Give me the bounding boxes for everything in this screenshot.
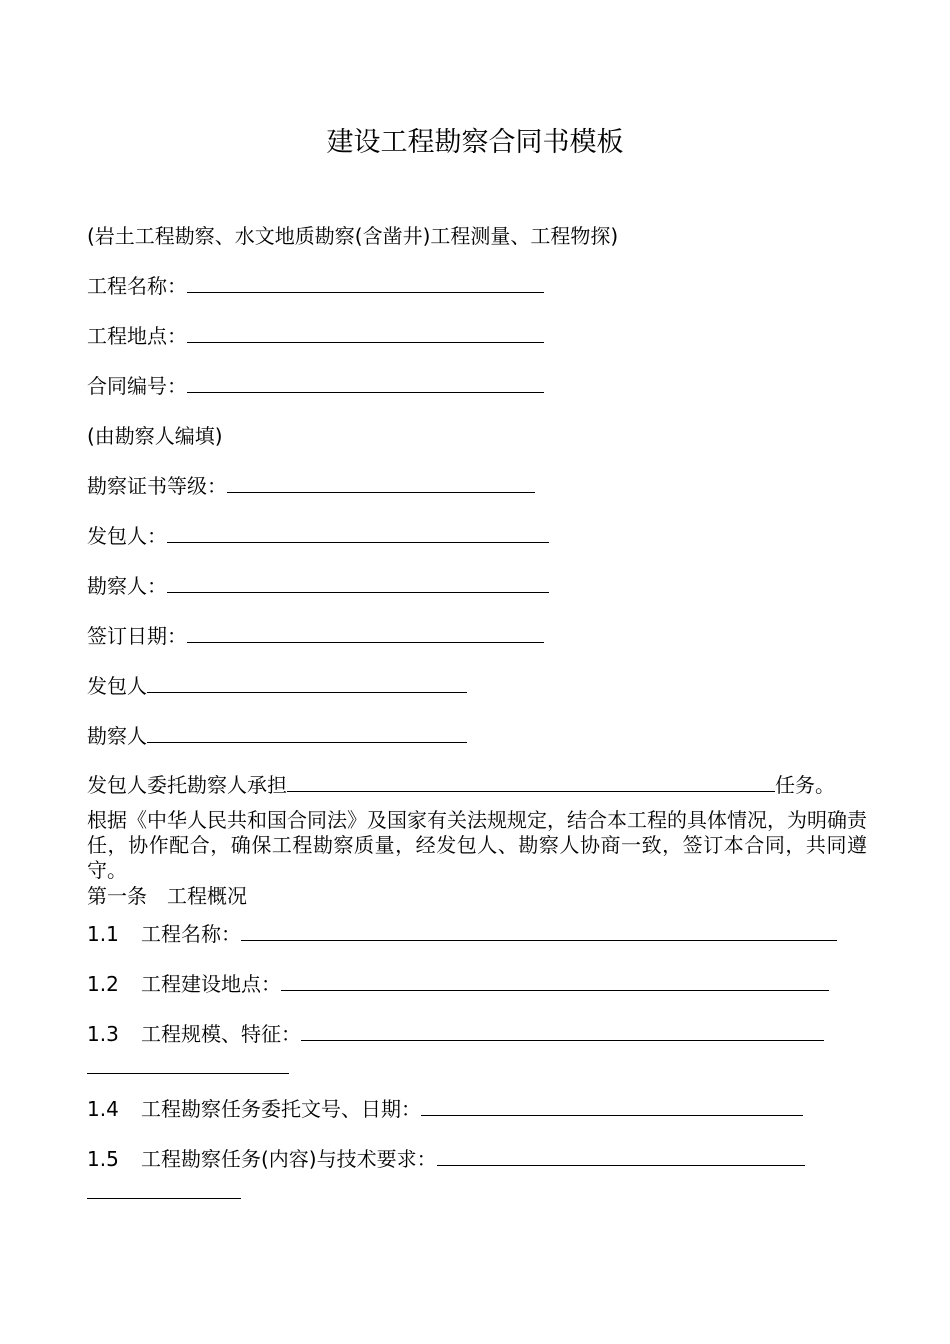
field-client xyxy=(87,524,549,548)
article-item-1-3 xyxy=(87,1022,824,1046)
fill-blank[interactable] xyxy=(227,474,535,493)
field-label: 勘察人 xyxy=(87,724,147,748)
article-item-1-5-continuation xyxy=(87,1180,241,1204)
field-label: 发包人： xyxy=(87,524,167,548)
signature-surveyor xyxy=(87,724,467,748)
commission-suffix: 任务。 xyxy=(775,773,835,797)
field-label: 工程地点： xyxy=(87,324,187,348)
fill-blank[interactable] xyxy=(241,922,837,941)
field-certificate-grade xyxy=(87,474,535,498)
item-label: 工程勘察任务委托文号、日期： xyxy=(141,1097,421,1121)
field-signing-date xyxy=(87,624,544,648)
field-surveyor xyxy=(87,574,549,598)
fill-blank[interactable] xyxy=(187,624,544,643)
item-number: 1.4 xyxy=(87,1097,119,1121)
fill-blank[interactable] xyxy=(421,1097,803,1116)
commission-line xyxy=(87,773,835,797)
item-number: 1.2 xyxy=(87,972,119,996)
fill-blank[interactable] xyxy=(87,1180,241,1199)
signature-client xyxy=(87,674,467,698)
fill-blank[interactable] xyxy=(187,324,544,343)
fill-blank[interactable] xyxy=(437,1147,805,1166)
fill-blank[interactable] xyxy=(167,574,549,593)
field-label: 签订日期： xyxy=(87,624,187,648)
field-contract-number xyxy=(87,374,544,398)
field-project-location xyxy=(87,324,544,348)
article-item-1-3-continuation xyxy=(87,1055,289,1079)
article-item-1-5 xyxy=(87,1147,805,1171)
field-label: 勘察人： xyxy=(87,574,167,598)
article-item-1-2 xyxy=(87,972,829,996)
item-number: 1.5 xyxy=(87,1147,119,1171)
field-label: 发包人 xyxy=(87,674,147,698)
article-item-1-4 xyxy=(87,1097,803,1121)
field-note-filled-by-surveyor: (由勘察人编填) xyxy=(87,424,223,448)
document-subtitle: (岩土工程勘察、水文地质勘察(含凿井)工程测量、工程物探) xyxy=(87,224,619,248)
fill-blank[interactable] xyxy=(301,1022,824,1041)
field-label: 勘察证书等级： xyxy=(87,474,227,498)
fill-blank[interactable] xyxy=(167,524,549,543)
item-label: 工程规模、特征： xyxy=(141,1022,301,1046)
document-title: 建设工程勘察合同书模板 xyxy=(326,127,624,158)
article-item-1-1 xyxy=(87,922,837,946)
fill-blank[interactable] xyxy=(187,374,544,393)
item-label: 工程名称： xyxy=(141,922,241,946)
fill-blank[interactable] xyxy=(147,674,467,693)
item-label: 工程勘察任务(内容)与技术要求： xyxy=(141,1147,437,1171)
item-number: 1.1 xyxy=(87,922,119,946)
fill-blank[interactable] xyxy=(87,1055,289,1074)
item-label: 工程建设地点： xyxy=(141,972,281,996)
intro-paragraph: 根据《中华人民共和国合同法》及国家有关法规规定，结合本工程的具体情况，为明确责任，协作配合，确保工程勘察质量，经发包人、勘察人协商一致，签订本合同，共同遵守。 xyxy=(87,808,867,882)
fill-blank[interactable] xyxy=(281,972,829,991)
commission-prefix: 发包人委托勘察人承担 xyxy=(87,773,287,797)
field-project-name xyxy=(87,274,544,298)
item-number: 1.3 xyxy=(87,1022,119,1046)
fill-blank[interactable] xyxy=(287,773,775,792)
fill-blank[interactable] xyxy=(147,724,467,743)
article-1-heading: 第一条 工程概况 xyxy=(87,884,247,908)
field-label: 合同编号： xyxy=(87,374,187,398)
field-label: 工程名称： xyxy=(87,274,187,298)
fill-blank[interactable] xyxy=(187,274,544,293)
